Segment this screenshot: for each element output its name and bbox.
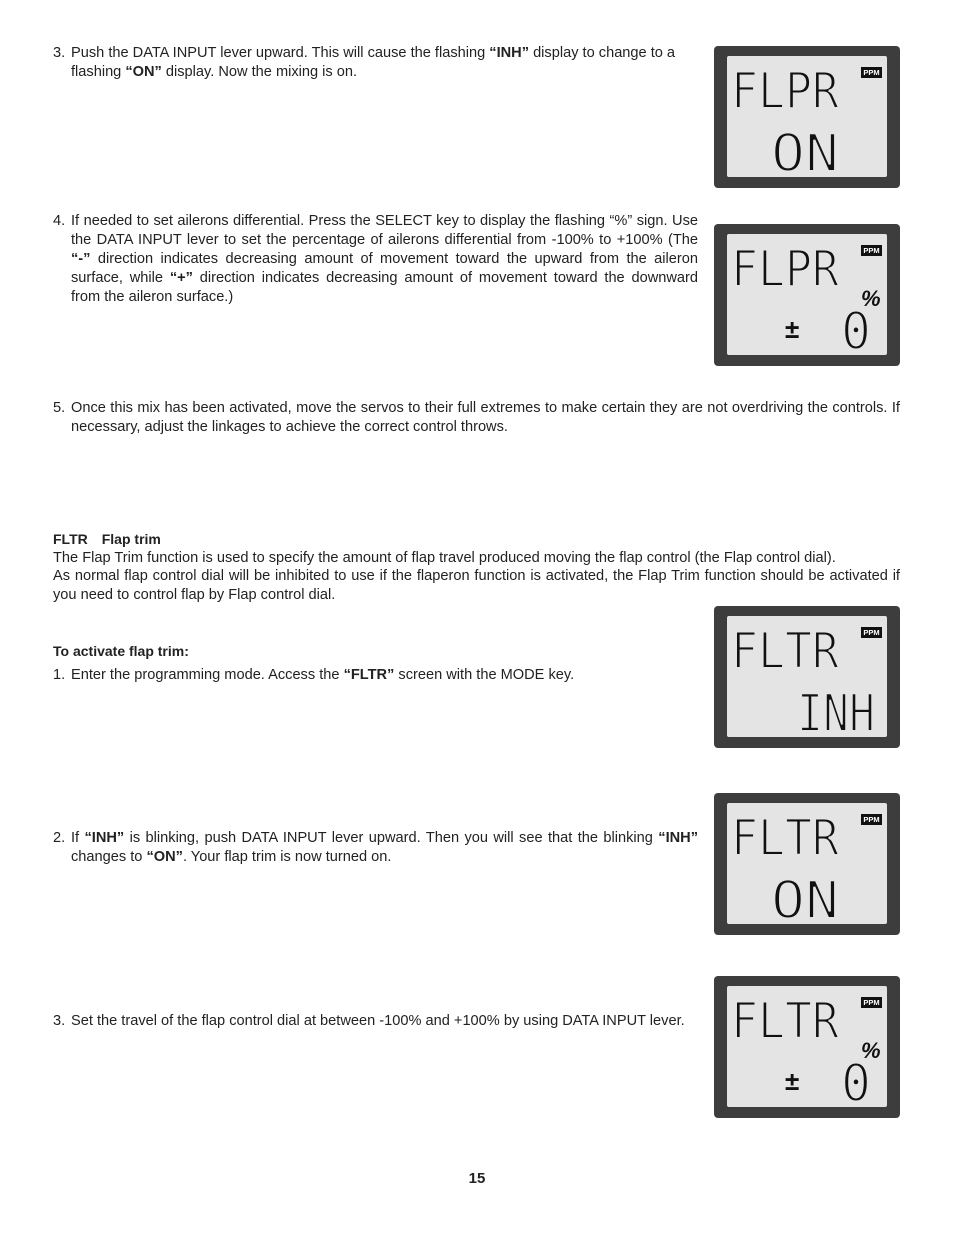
step-text: . Your flap trim is now turned on. — [182, 849, 392, 865]
activate-heading: To activate flap trim: — [53, 643, 189, 659]
bold-on: “ON” — [146, 849, 183, 865]
bold-fltr: “FLTR” — [343, 667, 395, 683]
step-text: direction indicates decreasing amount of movement toward the downward from the aileron surface.) — [71, 270, 699, 305]
step-number: 5. — [53, 400, 66, 416]
step-3-flpr — [53, 44, 698, 82]
step-5-flpr — [53, 399, 900, 437]
bold-inh: “INH” — [489, 45, 530, 61]
ppm-indicator: PPM — [861, 627, 882, 638]
bold-inh: “INH” — [658, 830, 698, 846]
lcd-top-text: FLPR — [731, 62, 840, 120]
step-2-fltr — [53, 829, 698, 867]
lcd-screen — [727, 56, 887, 177]
percent-sign: % — [861, 1038, 881, 1063]
step-number: 4. — [53, 213, 66, 229]
lcd-bottom-text: 0 — [841, 1054, 871, 1107]
bold-inh: “INH” — [84, 830, 125, 846]
step-number: 1. — [53, 667, 66, 683]
step-text: Set the travel of the flap control dial at between -100% and +100% by using DATA INPUT lever. — [71, 1013, 685, 1029]
lcd-top-text: FLTR — [731, 809, 840, 867]
lcd-bottom-text: 0 — [841, 302, 871, 355]
lcd-bottom-text: INH — [797, 684, 875, 737]
section-title: Flap trim — [101, 531, 161, 547]
lcd-top-text: FLPR — [731, 240, 840, 298]
ppm-indicator: PPM — [861, 67, 882, 78]
lcd-screen — [727, 234, 887, 355]
lcd-display-flpr-on — [714, 46, 900, 188]
lcd-display-fltr-on — [714, 793, 900, 935]
step-text: changes to — [71, 849, 147, 865]
lcd-screen — [727, 616, 887, 737]
step-text: If — [71, 830, 85, 846]
step-text: Once this mix has been activated, move the servos to their full extremes to make certain they are not overdriving the controls. If necessary, adjust the linkages to achieve the correct control throws. — [71, 400, 900, 435]
ppm-indicator: PPM — [861, 245, 882, 256]
fltr-description-1: The Flap Trim function is used to specify the amount of flap travel produced moving the flap control (the Flap control dial). — [53, 550, 836, 566]
section-heading-fltr — [53, 531, 161, 547]
step-number: 3. — [53, 1013, 66, 1029]
step-4-flpr — [53, 212, 698, 307]
step-text: Push the DATA INPUT lever upward. This will cause the flashing — [71, 45, 490, 61]
fltr-description-2: As normal flap control dial will be inhibited to use if the flaperon function is activated, the Flap Trim function should be activated if you need to control flap by Flap control dial. — [53, 568, 900, 603]
step-text: screen with the MODE key. — [394, 667, 575, 683]
lcd-bottom-text: ON — [771, 124, 839, 177]
step-text: Enter the programming mode. Access the — [71, 667, 344, 683]
step-text: If needed to set ailerons differential. Press the SELECT key to display the flashing “%” sign. Use the DATA INPUT lever to set the percentage of ailerons differential from -100% to +100% (The — [71, 213, 698, 248]
lcd-display-fltr-travel — [714, 976, 900, 1118]
lcd-screen — [727, 803, 887, 924]
step-1-fltr — [53, 666, 698, 685]
lcd-screen — [727, 986, 887, 1107]
step-text: display. Now the mixing is on. — [161, 64, 358, 80]
ppm-indicator: PPM — [861, 814, 882, 825]
plus-minus-sign: ± — [785, 314, 800, 344]
bold-plus: “+” — [169, 270, 193, 286]
page-number: 15 — [468, 1170, 486, 1187]
bold-minus: “-” — [71, 251, 91, 267]
step-number: 2. — [53, 830, 66, 846]
ppm-indicator: PPM — [861, 997, 882, 1008]
section-code: FLTR — [53, 531, 88, 547]
step-3-fltr — [53, 1012, 698, 1031]
step-number: 3. — [53, 45, 66, 61]
percent-sign: % — [861, 286, 881, 311]
lcd-bottom-text: ON — [771, 871, 839, 924]
plus-minus-sign: ± — [785, 1066, 800, 1096]
bold-on: “ON” — [125, 64, 162, 80]
step-text: display to change to a flashing — [71, 45, 676, 80]
lcd-display-flpr-differential — [714, 224, 900, 366]
lcd-top-text: FLTR — [731, 622, 840, 680]
step-text: is blinking, push DATA INPUT lever upward. Then you will see that the blinking — [124, 830, 659, 846]
lcd-display-fltr-inh — [714, 606, 900, 748]
step-text: direction indicates decreasing amount of movement toward the upward from the aileron surface, while — [71, 251, 698, 286]
lcd-top-text: FLTR — [731, 992, 840, 1050]
